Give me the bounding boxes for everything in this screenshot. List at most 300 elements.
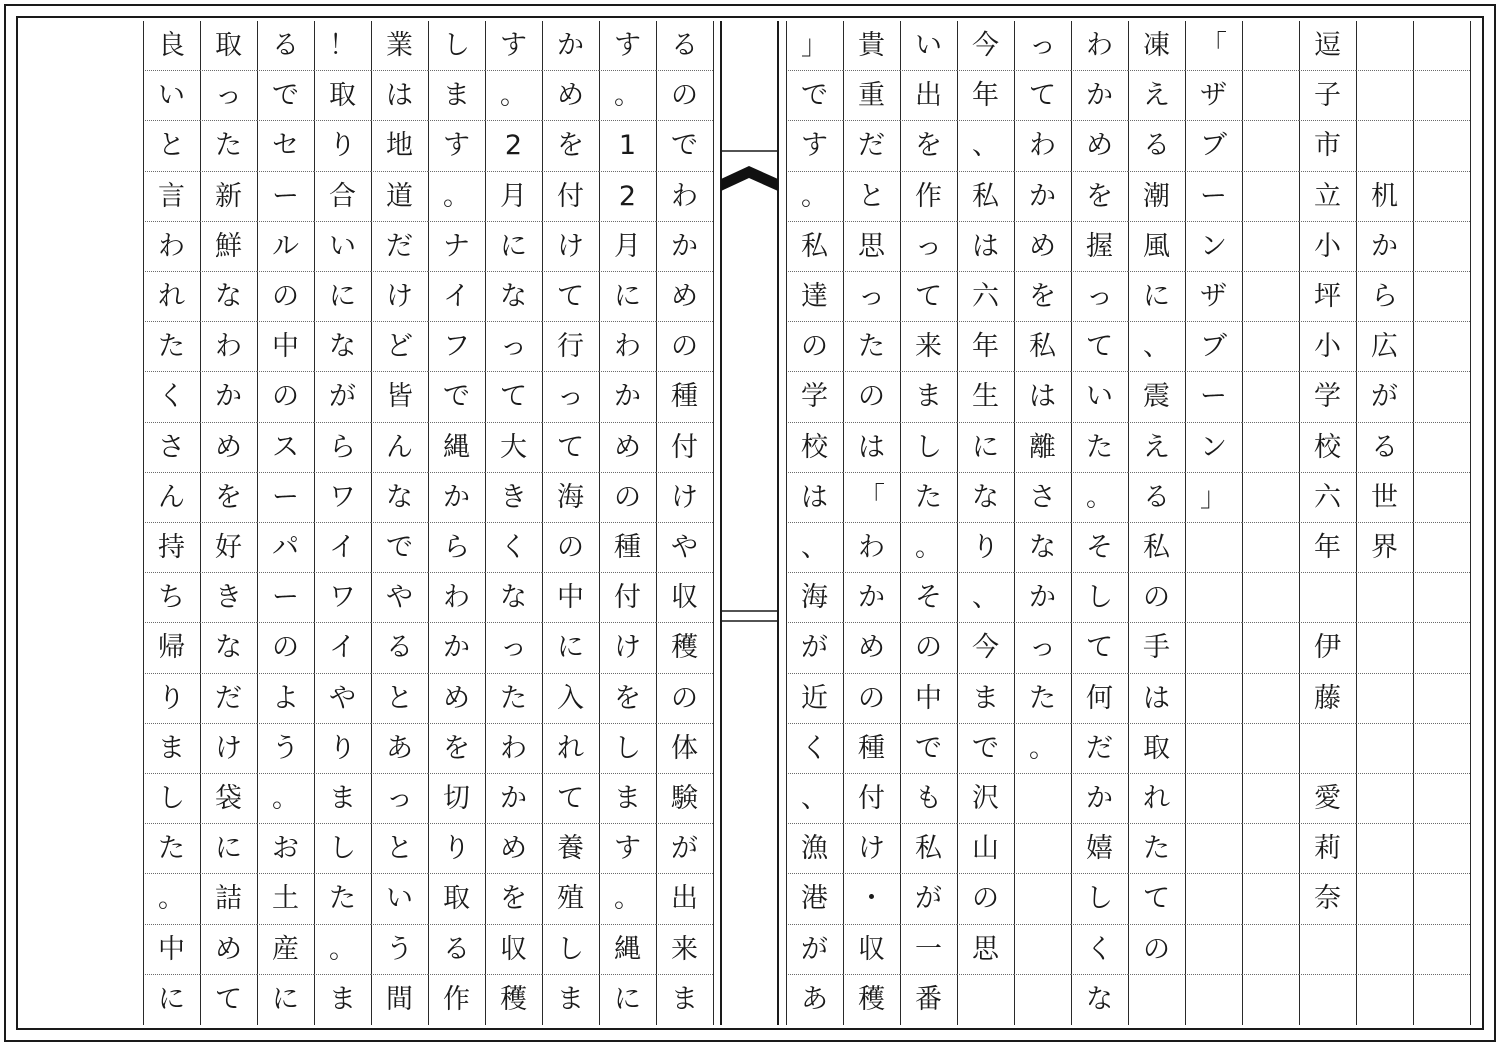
grid-cell: わ (1014, 121, 1071, 171)
grid-cell: 界 (1356, 523, 1413, 573)
grid-cell: ！ (314, 21, 371, 71)
grid-cell: ー (257, 573, 314, 623)
grid-cell (1242, 824, 1299, 874)
grid-cell: で (428, 372, 485, 422)
grid-cell: た (1071, 423, 1128, 473)
grid-cell: え (1128, 423, 1185, 473)
grid-cell (1413, 674, 1470, 724)
grid-cell: や (371, 573, 428, 623)
grid-cell: 、 (786, 523, 843, 573)
grid-cell (1299, 724, 1356, 774)
right-text-column-8 (786, 21, 843, 1025)
grid-cell: り (314, 724, 371, 774)
grid-cell (1413, 824, 1470, 874)
grid-cell: に (158, 984, 185, 1016)
grid-cell: た (1014, 674, 1071, 724)
grid-cell: 奈 (1299, 874, 1356, 924)
grid-cell: 生 (957, 372, 1014, 422)
grid-cell: 種 (599, 523, 656, 573)
grid-cell: 潮 (1128, 172, 1185, 222)
grid-cell: 凍 (1128, 21, 1185, 71)
grid-cell: の (843, 372, 900, 422)
left-text-column-9 (200, 21, 257, 1025)
grid-cell: し (428, 21, 485, 71)
grid-cell: ナ (428, 222, 485, 272)
grid-cell: に (272, 984, 299, 1016)
grid-cell: 校 (1299, 423, 1356, 473)
grid-cell: の (786, 322, 843, 372)
grid-cell (1242, 774, 1299, 824)
grid-cell: 月 (485, 172, 542, 222)
grid-cell: く (485, 523, 542, 573)
grid-cell: ま (671, 984, 698, 1016)
grid-cell: で (957, 724, 1014, 774)
grid-cell (1242, 674, 1299, 724)
grid-cell: 子 (1299, 71, 1356, 121)
grid-cell: 種 (843, 724, 900, 774)
left-text-column-1 (656, 21, 713, 1025)
grid-cell (1299, 573, 1356, 623)
grid-cell: 良 (143, 21, 200, 71)
grid-cell (1356, 774, 1413, 824)
grid-cell: 、 (1128, 322, 1185, 372)
grid-cell: な (957, 473, 1014, 523)
grid-cell: お (257, 824, 314, 874)
grid-cell (1242, 925, 1299, 975)
grid-cell: す (599, 824, 656, 874)
grid-cell: め (542, 71, 599, 121)
grid-cell (1356, 874, 1413, 924)
grid-cell: か (1071, 774, 1128, 824)
right-page-grid (786, 21, 1463, 1025)
grid-cell: め (1014, 222, 1071, 272)
grid-cell: か (542, 21, 599, 71)
grid-cell: け (656, 473, 713, 523)
grid-cell: 、 (957, 573, 1014, 623)
center-spine (713, 21, 786, 1025)
grid-cell: う (371, 925, 428, 975)
grid-cell: っ (200, 71, 257, 121)
grid-cell: ザ (1185, 272, 1242, 322)
grid-cell (1413, 774, 1470, 824)
grid-cell: 入 (542, 674, 599, 724)
right-text-column-3 (1071, 21, 1128, 1025)
grid-cell: の (656, 71, 713, 121)
grid-cell: 風 (1128, 222, 1185, 272)
grid-cell: 好 (200, 523, 257, 573)
grid-cell: 藤 (1299, 674, 1356, 724)
grid-cell: 取 (314, 71, 371, 121)
grid-cell: の (257, 623, 314, 673)
grid-cell (1014, 774, 1071, 824)
grid-cell: た (843, 322, 900, 372)
grid-cell: た (143, 824, 200, 874)
grid-cell: と (371, 824, 428, 874)
grid-cell: や (314, 674, 371, 724)
grid-cell (1185, 724, 1242, 774)
grid-cell: で (371, 523, 428, 573)
grid-cell (1242, 121, 1299, 171)
grid-cell (1413, 272, 1470, 322)
grid-cell: 沢 (957, 774, 1014, 824)
grid-cell: 穫 (858, 984, 885, 1016)
grid-cell: ン (1185, 423, 1242, 473)
grid-cell: 。 (485, 71, 542, 121)
grid-cell: し (599, 724, 656, 774)
grid-cell (1185, 573, 1242, 623)
grid-cell: っ (843, 272, 900, 322)
essay-title-column (1356, 21, 1413, 1025)
grid-cell: わ (143, 222, 200, 272)
grid-cell: て (485, 372, 542, 422)
grid-cell: は (1014, 372, 1071, 422)
blank-column (1413, 21, 1470, 1025)
grid-cell: が (1356, 372, 1413, 422)
blank-column (1242, 21, 1299, 1025)
grid-cell: め (1071, 121, 1128, 171)
grid-cell: く (1071, 925, 1128, 975)
grid-cell: 持 (143, 523, 200, 573)
grid-cell: よ (257, 674, 314, 724)
grid-cell: 震 (1128, 372, 1185, 422)
author-school-column (1299, 21, 1356, 1025)
grid-cell: 。 (599, 874, 656, 924)
grid-cell: 校 (786, 423, 843, 473)
grid-cell: し (900, 423, 957, 473)
left-text-column-2 (599, 21, 656, 1025)
grid-cell (1413, 322, 1470, 372)
grid-cell: る (1128, 121, 1185, 171)
grid-cell (1413, 523, 1470, 573)
grid-cell: 年 (957, 71, 1014, 121)
grid-cell: に (542, 623, 599, 673)
grid-cell: が (900, 874, 957, 924)
grid-cell: 穫 (500, 984, 527, 1016)
left-text-column-7 (314, 21, 371, 1025)
grid-cell: 土 (257, 874, 314, 924)
grid-cell: で (656, 121, 713, 171)
grid-cell: 道 (371, 172, 428, 222)
grid-cell (1356, 573, 1413, 623)
grid-cell: を (1014, 272, 1071, 322)
grid-cell: な (485, 272, 542, 322)
grid-cell: 中 (257, 322, 314, 372)
grid-cell (1413, 473, 1470, 523)
grid-cell (1185, 523, 1242, 573)
grid-cell: 。 (1014, 724, 1071, 774)
grid-cell: ン (1185, 222, 1242, 272)
grid-cell: た (200, 121, 257, 171)
grid-cell: 市 (1299, 121, 1356, 171)
grid-cell: 逗 (1299, 21, 1356, 71)
grid-cell: 港 (786, 874, 843, 924)
grid-cell (1014, 925, 1071, 975)
grid-cell (1413, 925, 1470, 975)
right-text-column-7 (843, 21, 900, 1025)
grid-cell (1242, 172, 1299, 222)
grid-cell: て (1014, 71, 1071, 121)
grid-cell: ど (371, 322, 428, 372)
grid-cell (1413, 222, 1470, 272)
grid-cell: で (900, 724, 957, 774)
grid-cell: 縄 (599, 925, 656, 975)
grid-cell: 番 (915, 984, 942, 1016)
grid-cell: れ (143, 272, 200, 322)
grid-cell: 付 (656, 423, 713, 473)
grid-cell (1185, 975, 1242, 1025)
grid-cell: 学 (786, 372, 843, 422)
grid-cell: 殖 (542, 874, 599, 924)
grid-cell: 私 (900, 824, 957, 874)
grid-cell: ま (557, 984, 584, 1016)
grid-cell (1413, 172, 1470, 222)
grid-cell (1356, 925, 1413, 975)
grid-cell: ザ (1185, 71, 1242, 121)
grid-cell: ブ (1185, 322, 1242, 372)
grid-cell (1185, 623, 1242, 673)
grid-cell: ・ (843, 874, 900, 924)
grid-cell: 手 (1128, 623, 1185, 673)
grid-cell: わ (485, 724, 542, 774)
left-text-column-10 (143, 21, 200, 1025)
grid-cell: で (786, 71, 843, 121)
grid-cell: 一 (900, 925, 957, 975)
grid-cell: 海 (786, 573, 843, 623)
grid-cell (1413, 423, 1470, 473)
grid-cell: て (542, 272, 599, 322)
grid-cell: 離 (1014, 423, 1071, 473)
grid-cell: し (1071, 573, 1128, 623)
grid-cell: し (314, 824, 371, 874)
grid-cell: 中 (900, 674, 957, 724)
grid-cell: く (786, 724, 843, 774)
grid-cell: な (371, 473, 428, 523)
grid-cell: わ (1071, 21, 1128, 71)
grid-cell: け (843, 824, 900, 874)
grid-cell: て (900, 272, 957, 322)
grid-cell (1242, 724, 1299, 774)
grid-cell: わ (200, 322, 257, 372)
grid-cell (1242, 71, 1299, 121)
grid-cell: に (599, 272, 656, 322)
grid-cell (1356, 623, 1413, 673)
grid-cell: い (143, 71, 200, 121)
grid-cell: り (957, 523, 1014, 573)
grid-cell (1242, 423, 1299, 473)
grid-cell (1242, 372, 1299, 422)
grid-cell: め (485, 824, 542, 874)
grid-cell (1242, 573, 1299, 623)
grid-cell: る (656, 21, 713, 71)
grid-cell: あ (801, 984, 828, 1016)
grid-cell: め (599, 423, 656, 473)
grid-cell: 収 (485, 925, 542, 975)
grid-cell: す (599, 21, 656, 71)
grid-cell: を (599, 674, 656, 724)
grid-cell: っ (1014, 623, 1071, 673)
grid-cell: フ (428, 322, 485, 372)
grid-cell: か (485, 774, 542, 824)
grid-cell (1356, 121, 1413, 171)
right-text-column-5 (957, 21, 1014, 1025)
grid-cell (1242, 322, 1299, 372)
grid-cell: は (957, 222, 1014, 272)
grid-cell: ま (599, 774, 656, 824)
grid-cell: っ (485, 623, 542, 673)
grid-cell: 達 (786, 272, 843, 322)
grid-cell: ル (257, 222, 314, 272)
grid-cell: ス (257, 423, 314, 473)
grid-cell: 重 (843, 71, 900, 121)
grid-cell: な (1086, 984, 1113, 1016)
grid-cell (1356, 975, 1413, 1025)
grid-cell: っ (371, 774, 428, 824)
grid-cell: の (1128, 925, 1185, 975)
grid-cell: が (786, 925, 843, 975)
grid-cell: 地 (371, 121, 428, 171)
grid-cell: 坪 (1299, 272, 1356, 322)
grid-cell (1014, 975, 1071, 1025)
grid-cell: す (786, 121, 843, 171)
grid-cell (1413, 71, 1470, 121)
grid-cell: 。 (599, 71, 656, 121)
left-text-column-5 (428, 21, 485, 1025)
grid-cell: ま (428, 71, 485, 121)
grid-cell: る (257, 21, 314, 71)
grid-cell (1356, 674, 1413, 724)
grid-cell (1242, 222, 1299, 272)
grid-cell: 思 (843, 222, 900, 272)
grid-cell: わ (656, 172, 713, 222)
left-text-column-8 (257, 21, 314, 1025)
grid-cell (1185, 824, 1242, 874)
grid-cell: め (656, 272, 713, 322)
grid-cell: だ (371, 222, 428, 272)
grid-cell: 出 (900, 71, 957, 121)
grid-cell: 新 (200, 172, 257, 222)
grid-cell: ま (143, 724, 200, 774)
grid-cell: で (257, 71, 314, 121)
grid-cell: が (314, 372, 371, 422)
grid-cell: い (900, 21, 957, 71)
grid-cell: 袋 (200, 774, 257, 824)
grid-cell (1128, 975, 1185, 1025)
spine-graphic (713, 21, 786, 1025)
grid-cell: か (1356, 222, 1413, 272)
grid-cell: っ (542, 372, 599, 422)
grid-cell: か (843, 573, 900, 623)
grid-cell: 海 (542, 473, 599, 523)
grid-cell (1242, 623, 1299, 673)
grid-cell: わ (843, 523, 900, 573)
grid-cell: 私 (1128, 523, 1185, 573)
grid-cell: て (542, 774, 599, 824)
grid-cell: が (786, 623, 843, 673)
left-text-column-3 (542, 21, 599, 1025)
grid-cell (1413, 975, 1470, 1025)
grid-cell: の (542, 523, 599, 573)
grid-cell: ー (257, 172, 314, 222)
grid-cell: 小 (1299, 222, 1356, 272)
grid-cell: そ (1071, 523, 1128, 573)
grid-cell: て (1071, 623, 1128, 673)
grid-cell: の (656, 322, 713, 372)
grid-cell: き (200, 573, 257, 623)
grid-cell (1413, 724, 1470, 774)
grid-cell: 行 (542, 322, 599, 372)
grid-cell: 言 (143, 172, 200, 222)
grid-cell (1413, 372, 1470, 422)
grid-cell: す (485, 21, 542, 71)
grid-cell (1413, 21, 1470, 71)
grid-cell: な (485, 573, 542, 623)
grid-cell: は (371, 71, 428, 121)
grid-cell: ブ (1185, 121, 1242, 171)
grid-cell: イ (314, 523, 371, 573)
grid-cell: か (428, 623, 485, 673)
grid-cell: 。 (1071, 473, 1128, 523)
grid-cell: 机 (1356, 172, 1413, 222)
grid-cell: め (200, 423, 257, 473)
grid-cell: の (957, 874, 1014, 924)
grid-cell: に (314, 272, 371, 322)
grid-cell: し (143, 774, 200, 824)
grid-cell: は (843, 423, 900, 473)
grid-cell: る (428, 925, 485, 975)
grid-cell: パ (257, 523, 314, 573)
grid-cell: の (843, 674, 900, 724)
grid-cell: ま (900, 372, 957, 422)
grid-cell: わ (599, 322, 656, 372)
grid-cell: 取 (1128, 724, 1185, 774)
grid-cell (1413, 623, 1470, 673)
grid-cell: 。 (428, 172, 485, 222)
grid-cell: 中 (143, 925, 200, 975)
grid-cell: て (542, 423, 599, 473)
grid-cell: た (143, 322, 200, 372)
grid-cell: な (200, 272, 257, 322)
grid-cell: の (656, 674, 713, 724)
grid-cell: か (428, 473, 485, 523)
grid-cell: し (1071, 874, 1128, 924)
grid-cell: か (1071, 71, 1128, 121)
grid-cell: ワ (314, 573, 371, 623)
grid-cell: に (1128, 272, 1185, 322)
grid-cell (1242, 272, 1299, 322)
grid-cell: ー (1185, 372, 1242, 422)
grid-cell: れ (542, 724, 599, 774)
grid-cell: に (614, 984, 641, 1016)
grid-cell (1356, 21, 1413, 71)
grid-cell: い (371, 874, 428, 924)
grid-cell: ま (314, 774, 371, 824)
grid-cell: 帰 (143, 623, 200, 673)
grid-cell: 貴 (843, 21, 900, 71)
grid-cell: 私 (786, 222, 843, 272)
grid-cell: 握 (1071, 222, 1128, 272)
grid-cell: て (1128, 874, 1185, 924)
grid-cell: り (143, 674, 200, 724)
grid-cell: 鮮 (200, 222, 257, 272)
left-page-grid (21, 21, 713, 1025)
grid-cell (1356, 71, 1413, 121)
grid-cell: を (485, 874, 542, 924)
right-text-column-4 (1014, 21, 1071, 1025)
grid-cell: け (200, 724, 257, 774)
left-text-column-4 (485, 21, 542, 1025)
grid-cell: 産 (257, 925, 314, 975)
grid-cell: イ (314, 623, 371, 673)
